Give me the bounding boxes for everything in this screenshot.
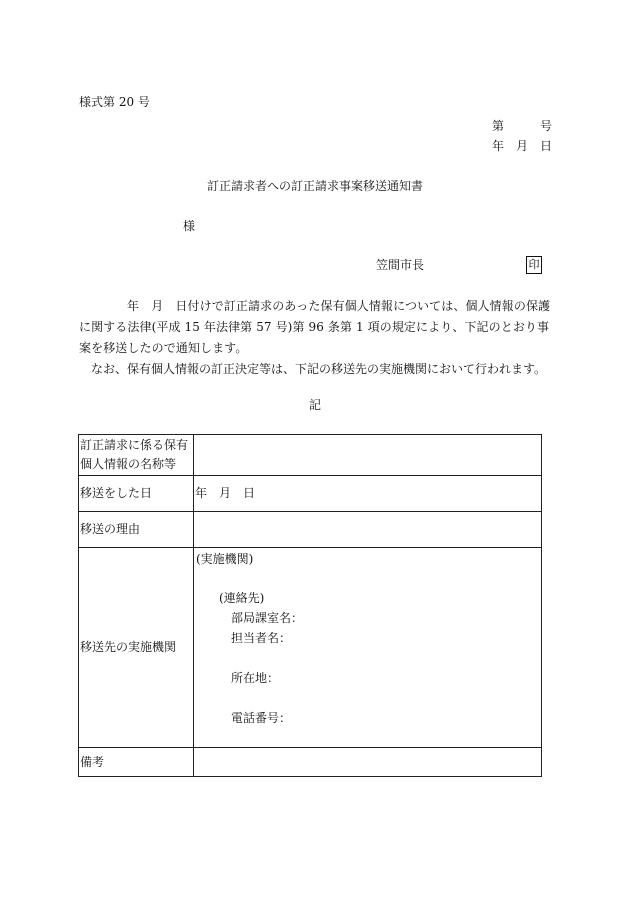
value-notes[interactable] bbox=[194, 748, 542, 777]
body-paragraph-1: 年 月 日付けで訂正請求のあった保有個人情報については、個人情報の保護に関する法律(平成 15 年法律第 57 号)第 96 条第 1 項の規定により、下記のとおり事案を移送したので通知します。 bbox=[79, 299, 551, 355]
label-notes: 備考 bbox=[79, 748, 194, 777]
destination-agency-heading: (実施機関) bbox=[196, 552, 254, 566]
recipient-honorific: 様 bbox=[183, 219, 196, 233]
table-row-notes bbox=[79, 748, 542, 777]
address-label: 所在地： bbox=[231, 671, 280, 685]
table-row-information-name bbox=[79, 435, 542, 476]
transfer-details-table bbox=[78, 434, 542, 777]
label-destination-agency: 移送先の実施機関 bbox=[79, 548, 194, 748]
label-information-name-line2: 個人情報の名称等 bbox=[80, 457, 177, 471]
department-label: 部局課室名： bbox=[231, 611, 304, 625]
label-transfer-date: 移送をした日 bbox=[79, 476, 194, 512]
value-transfer-date[interactable]: 年 月 日 bbox=[194, 476, 542, 512]
notice-body bbox=[79, 296, 555, 380]
contact-heading: (連絡先) bbox=[219, 591, 265, 605]
table-row-transfer-date bbox=[79, 476, 542, 512]
phone-label: 電話番号： bbox=[231, 711, 292, 725]
form-number: 様式第 20 号 bbox=[79, 95, 150, 109]
body-paragraph-2: なお、保有個人情報の訂正決定等は、下記の移送先の実施機関において行われます。 bbox=[91, 362, 547, 376]
table-row-destination-agency bbox=[79, 548, 542, 748]
ki-heading: 記 bbox=[308, 398, 321, 412]
value-transfer-reason[interactable] bbox=[194, 512, 542, 548]
person-label: 担当者名： bbox=[231, 631, 292, 645]
value-information-name[interactable] bbox=[194, 435, 542, 476]
seal-mark: 印 bbox=[526, 256, 542, 274]
document-date: 年 月 日 bbox=[492, 139, 553, 153]
label-information-name bbox=[79, 435, 194, 476]
document-title: 訂正請求者への訂正請求事案移送通知書 bbox=[206, 179, 423, 193]
value-destination-agency[interactable] bbox=[194, 548, 542, 748]
table-row-transfer-reason bbox=[79, 512, 542, 548]
document-number: 第 号 bbox=[492, 119, 553, 133]
label-transfer-reason: 移送の理由 bbox=[79, 512, 194, 548]
label-information-name-line1: 訂正請求に係る保有 bbox=[80, 438, 189, 452]
issuer-name: 笠間市長 bbox=[376, 258, 425, 272]
